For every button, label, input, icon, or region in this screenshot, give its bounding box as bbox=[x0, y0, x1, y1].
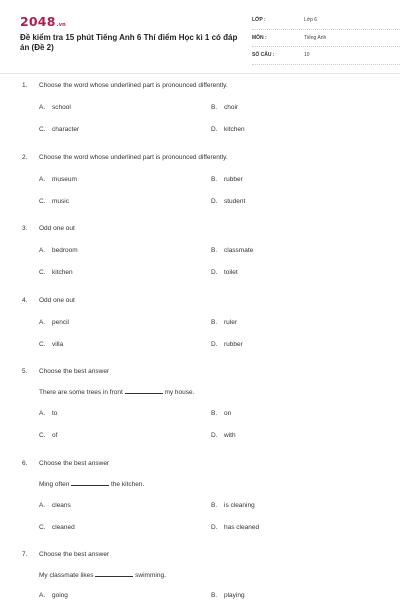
option-letter: B. bbox=[211, 502, 218, 509]
answer-blank bbox=[71, 480, 109, 486]
answer-blank bbox=[125, 388, 163, 394]
option-b[interactable] bbox=[211, 247, 253, 254]
question-number: 1. bbox=[22, 82, 28, 89]
meta-row-count bbox=[252, 49, 400, 65]
option-letter: B. bbox=[211, 592, 218, 599]
option-c[interactable] bbox=[39, 269, 73, 276]
option-text: kitchen bbox=[224, 126, 245, 133]
option-b[interactable] bbox=[211, 410, 231, 417]
meta-info bbox=[252, 14, 400, 67]
option-text: pencil bbox=[52, 319, 69, 326]
meta-label: MÔN : bbox=[252, 34, 267, 41]
sentence-end: swimming. bbox=[135, 572, 166, 579]
option-text: playing bbox=[224, 592, 245, 599]
option-text: rubber bbox=[224, 341, 243, 348]
option-text: cleaned bbox=[52, 524, 75, 531]
option-letter: D. bbox=[211, 198, 218, 205]
logo[interactable] bbox=[20, 14, 66, 29]
logo-text: 2048 bbox=[20, 14, 56, 29]
option-text: of bbox=[52, 432, 58, 439]
question-text: Choose the best answer bbox=[39, 460, 110, 467]
option-text: museum bbox=[52, 176, 77, 183]
option-d[interactable] bbox=[211, 198, 245, 205]
option-letter: D. bbox=[211, 524, 218, 531]
question-text: Choose the word whose underlined part is pronounced differently. bbox=[39, 154, 228, 161]
question-number: 5. bbox=[22, 368, 28, 375]
option-a[interactable] bbox=[39, 104, 71, 111]
option-text: kitchen bbox=[52, 269, 73, 276]
option-a[interactable] bbox=[39, 592, 68, 599]
option-letter: B. bbox=[211, 319, 218, 326]
meta-row-class bbox=[252, 14, 400, 30]
option-text: toilet bbox=[224, 269, 238, 276]
option-letter: A. bbox=[39, 592, 46, 599]
option-letter: B. bbox=[211, 410, 218, 417]
answer-blank bbox=[95, 571, 133, 577]
sentence-start: Ming often bbox=[39, 481, 70, 488]
meta-label: SỐ CÂU : bbox=[252, 52, 275, 58]
option-b[interactable] bbox=[211, 104, 238, 111]
option-letter: D. bbox=[211, 126, 218, 133]
option-b[interactable] bbox=[211, 592, 245, 599]
option-text: music bbox=[52, 198, 69, 205]
option-letter: A. bbox=[39, 176, 46, 183]
option-text: going bbox=[52, 592, 68, 599]
question-number: 6. bbox=[22, 460, 28, 467]
option-a[interactable] bbox=[39, 319, 69, 326]
question-text: Odd one out bbox=[39, 297, 75, 304]
option-letter: B. bbox=[211, 247, 218, 254]
option-letter: A. bbox=[39, 104, 46, 111]
option-text: classmate bbox=[224, 247, 254, 254]
option-text: student bbox=[224, 198, 246, 205]
option-c[interactable] bbox=[39, 432, 57, 439]
option-letter: C. bbox=[39, 524, 46, 531]
sentence-start: There are some trees in front bbox=[39, 389, 123, 396]
question-text: Odd one out bbox=[39, 225, 75, 232]
question-number: 2. bbox=[22, 154, 28, 161]
option-text: on bbox=[224, 410, 232, 417]
header-divider bbox=[0, 73, 400, 74]
option-letter: B. bbox=[211, 176, 218, 183]
meta-value: Lớp 6 bbox=[304, 17, 318, 23]
option-letter: A. bbox=[39, 410, 46, 417]
header bbox=[20, 14, 380, 74]
option-c[interactable] bbox=[39, 524, 75, 531]
option-letter: B. bbox=[211, 104, 218, 111]
option-letter: C. bbox=[39, 269, 46, 276]
question-text: Choose the best answer bbox=[39, 368, 110, 375]
option-c[interactable] bbox=[39, 126, 79, 133]
logo-tld: .vn bbox=[56, 22, 66, 28]
option-b[interactable] bbox=[211, 319, 237, 326]
option-a[interactable] bbox=[39, 410, 57, 417]
sentence-end: my house. bbox=[164, 389, 195, 396]
option-text: rubber bbox=[224, 176, 243, 183]
option-text: to bbox=[52, 410, 58, 417]
option-a[interactable] bbox=[39, 176, 77, 183]
question-text: Choose the word whose underlined part is pronounced differently. bbox=[39, 82, 228, 89]
option-letter: D. bbox=[211, 432, 218, 439]
option-text: cleans bbox=[52, 502, 71, 509]
option-text: character bbox=[52, 126, 80, 133]
meta-value: Tiếng Anh bbox=[304, 34, 327, 41]
sentence-end: the kitchen. bbox=[110, 481, 145, 488]
question-text: Choose the best answer bbox=[39, 551, 110, 558]
option-text: is cleaning bbox=[224, 502, 255, 509]
option-b[interactable] bbox=[211, 176, 243, 183]
option-text: has cleaned bbox=[224, 524, 260, 531]
option-a[interactable] bbox=[39, 247, 78, 254]
question-number: 3. bbox=[22, 225, 28, 232]
option-a[interactable] bbox=[39, 502, 71, 509]
page-title: Đề kiểm tra 15 phút Tiếng Anh 6 Thí điểm Học kì 1 có đáp án (Đề 2) bbox=[20, 33, 238, 52]
option-text: with bbox=[224, 432, 236, 439]
option-text: villa bbox=[52, 341, 64, 348]
option-letter: C. bbox=[39, 432, 46, 439]
option-letter: A. bbox=[39, 247, 46, 254]
option-d[interactable] bbox=[211, 524, 259, 531]
option-text: ruler bbox=[224, 319, 238, 326]
question-number: 4. bbox=[22, 297, 28, 304]
option-letter: A. bbox=[39, 502, 46, 509]
option-text: school bbox=[52, 104, 71, 111]
option-letter: A. bbox=[39, 319, 46, 326]
option-letter: D. bbox=[211, 341, 218, 348]
option-d[interactable] bbox=[211, 341, 243, 348]
option-c[interactable] bbox=[39, 341, 63, 348]
sentence-start: My classmate likes bbox=[39, 572, 94, 579]
option-d[interactable] bbox=[211, 126, 245, 133]
option-text: bedroom bbox=[52, 247, 78, 254]
question-number: 7. bbox=[22, 551, 28, 558]
meta-value: 10 bbox=[304, 52, 310, 58]
option-letter: C. bbox=[39, 126, 46, 133]
meta-row-subject bbox=[252, 32, 400, 48]
option-d[interactable] bbox=[211, 432, 236, 439]
option-text: choir bbox=[224, 104, 239, 111]
option-c[interactable] bbox=[39, 198, 69, 205]
option-letter: C. bbox=[39, 198, 46, 205]
option-d[interactable] bbox=[211, 269, 238, 276]
meta-label: LỚP : bbox=[252, 17, 266, 23]
option-b[interactable] bbox=[211, 502, 255, 509]
option-letter: D. bbox=[211, 269, 218, 276]
option-letter: C. bbox=[39, 341, 46, 348]
